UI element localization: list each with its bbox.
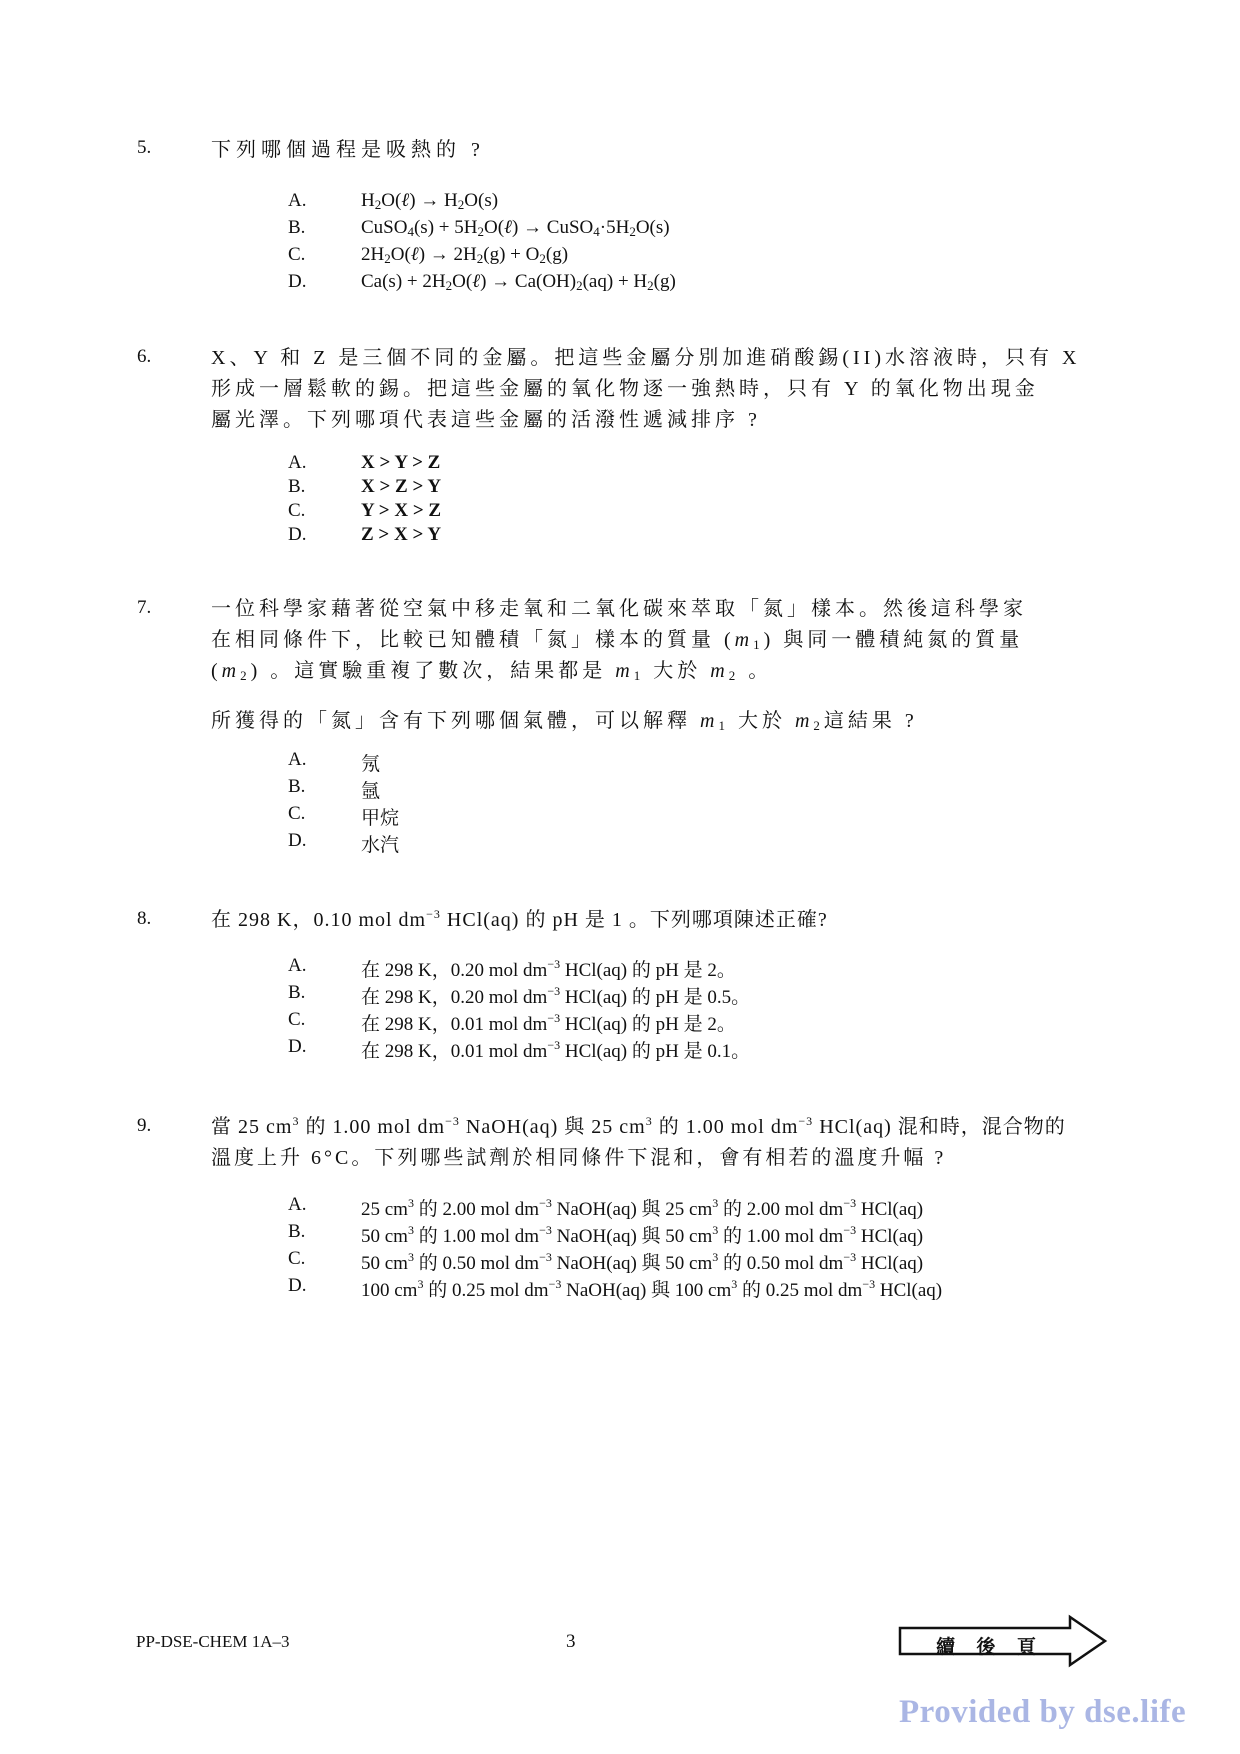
question-number: 6. xyxy=(137,346,152,367)
question-number: 8. xyxy=(137,908,152,929)
question-number: 9. xyxy=(137,1115,152,1136)
question-text: 在 298 K，0.10 mol $dm^{-3}$ HCl(aq) 的 pH 是 1 。下列哪項陳述正確? xyxy=(211,907,828,931)
question-text: 當 25 $cm^3$ 的 1.00 mol $dm^{-3}$ NaOH(aq) 與 25 $cm^3$ 的 1.00 mol $dm^{-3}$ HCl(aq) 混和時，混合物的 溫度上升 6°C。下列哪些試劑於相同條件下混和，會有相若的溫度升幅 ? xyxy=(211,1114,1066,1169)
question-text: 一位科學家藉著從空氣中移走氧和二氧化碳來萃取「氮」樣本。然後這科學家 在相同條件下，比較已知體積「氮」樣本的質量 $(m_1)$ 與同一體積純氮的質量 $(m_2)$ 。這實驗重複了數次，結果都是 $m_1$ 大於 $m_2$ 。 所獲得的「氮」含有下列哪個氣體，可以解釋 $m_1$ 大於 $m_2$這結果 ? xyxy=(211,598,1027,733)
equation: $Ca(s) + 2H_2O(\ell) \to Ca(OH)_2(aq) + H_2(g)$ xyxy=(361,271,676,293)
paper-code: PP-DSE-CHEM 1A–3 xyxy=(136,1632,290,1651)
equation: $2H_2O(\ell) \to 2H_2(g) + O_2(g)$ xyxy=(361,244,569,266)
question-text: X、Y 和 Z 是三個不同的金屬。把這些金屬分別加進硝酸錫(II)水溶液時，只有 X 形成一層鬆軟的錫。把這些金屬的氧化物逐一強熱時，只有 Y 的氧化物出現金 屬光澤。下列哪項代表這些金屬的活潑性遞減排序 ? xyxy=(211,347,1081,431)
equation: $H_2O(\ell) \to H_2O(s)$ xyxy=(361,190,499,212)
question-text: 下列哪個過程是吸熱的 ? xyxy=(211,139,485,161)
watermark: Provided by dse.life xyxy=(899,1694,1187,1730)
question-number: 5. xyxy=(137,137,152,158)
question-number: 7. xyxy=(137,597,152,618)
continue-label: 續 後 頁 xyxy=(936,1637,1038,1658)
equation: CuSO$_4$(s) + $5H_2O(\ell)$ → $CuSO_4\cdot 5H_2O(s)$ xyxy=(361,217,670,239)
page-number: 3 xyxy=(566,1631,576,1652)
